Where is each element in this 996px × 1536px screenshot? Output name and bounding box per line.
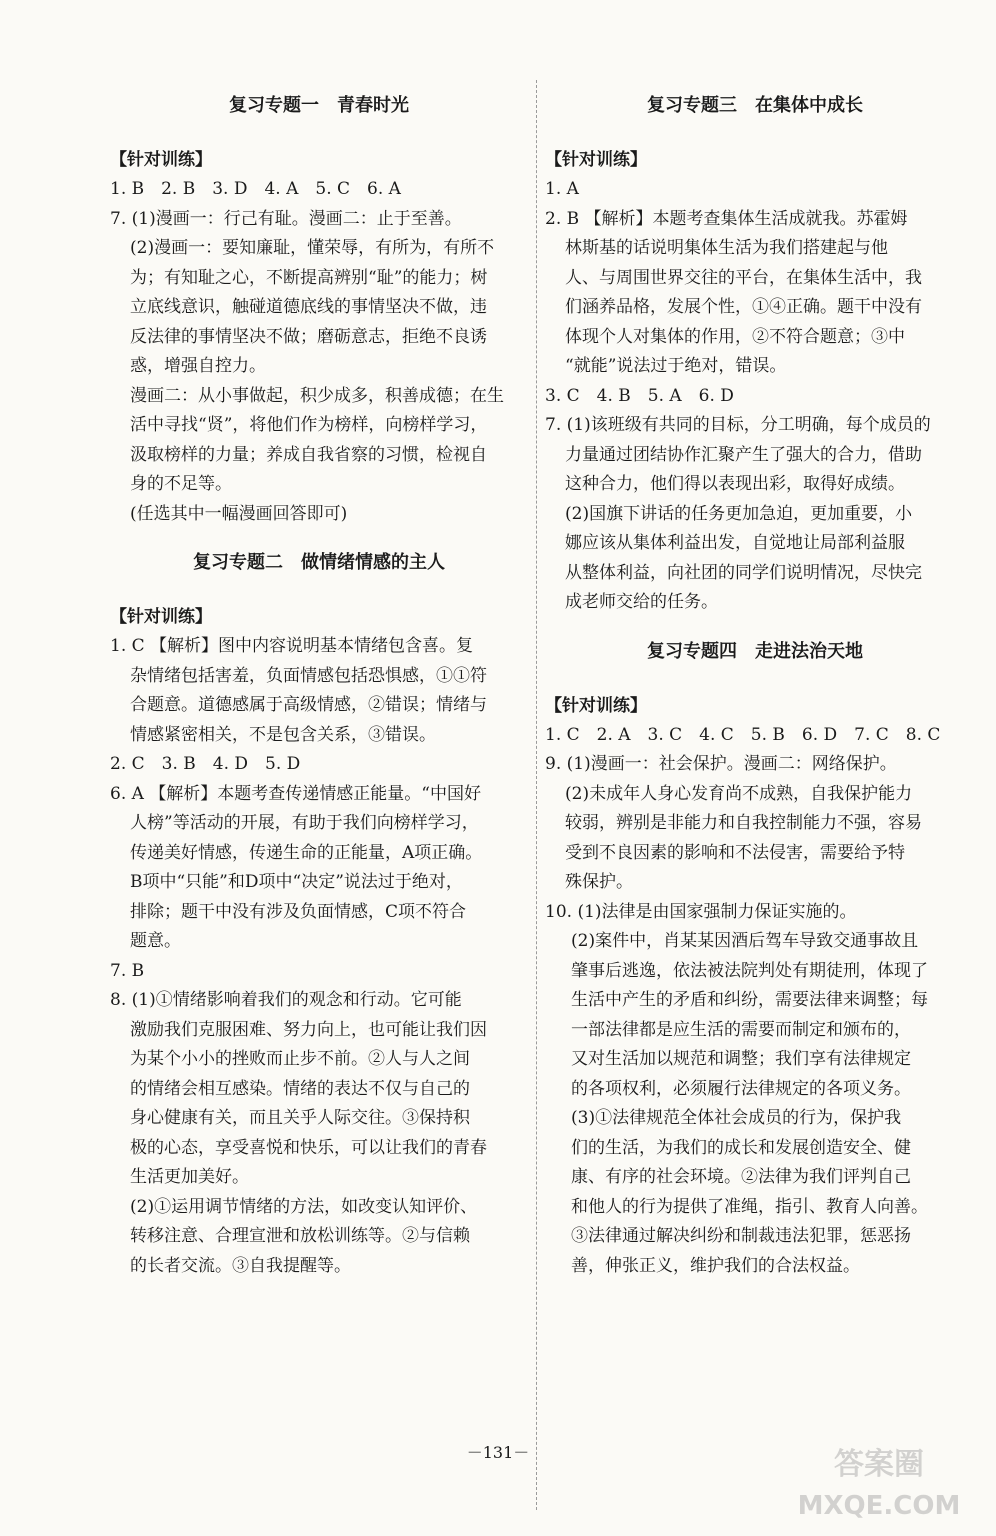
section-title-3: 复习专题三 在集体中成长 (647, 95, 863, 116)
answer-line: (2)案件中，肖某某因酒后驾车导致交通事故且 (571, 931, 919, 951)
answer-line: 身心健康有关，而且关乎人际交往。③保持积 (130, 1108, 470, 1128)
watermark-logo (784, 1436, 974, 1526)
section-title-2: 复习专题二 做情绪情感的主人 (193, 552, 445, 573)
answer-line: 生活更加美好。 (130, 1167, 249, 1187)
watermark-bottom: MXQE.COM (797, 1491, 961, 1521)
answer-line: 的各项权利，必须履行法律规定的各项义务。 (571, 1078, 911, 1099)
answer-line: 排除；题干中没有涉及负面情感，C项不符合 (130, 901, 467, 922)
answer-line: 康、有序的社会环境。②法律为我们评判自己 (571, 1167, 911, 1187)
answer-line: B项中“只能”和D项中“决定”说法过于绝对， (130, 872, 463, 892)
page-number: －131－ (466, 1443, 530, 1462)
section-title-1: 复习专题一 青春时光 (229, 95, 409, 116)
left-column (110, 88, 528, 1281)
answer-line: 又对生活加以规范和调整；我们享有法律规定 (571, 1049, 911, 1069)
answer-line: 7. (1)漫画一：行己有耻。漫画二：止于至善。 (110, 208, 462, 229)
answer-line: 的长者交流。③自我提醒等。 (130, 1255, 351, 1276)
answer-line: 2. B 【解析】本题考查集体生活成就我。苏霍姆 (545, 208, 908, 229)
training-tag: 【针对训练】 (545, 150, 647, 170)
answer-line: ③法律通过解决纠纷和制裁违法犯罪，惩恶扬 (571, 1226, 911, 1246)
answer-line: 7. (1)该班级有共同的目标，分工明确，每个成员的 (545, 415, 931, 435)
answer-line: 体现个人对集体的作用，②不符合题意；③中 (565, 326, 905, 347)
answer-line: 殊保护。 (565, 872, 633, 892)
answer-line: 成老师交给的任务。 (565, 592, 718, 612)
answer-line: 惑，增强自控力。 (130, 356, 266, 376)
answer-line: 人榜”等活动的开展，有助于我们向榜样学习， (130, 813, 479, 833)
answer-line: 3. C 4. B 5. A 6. D (545, 385, 734, 406)
answer-line: 身的不足等。 (130, 474, 232, 494)
answer-line: 反法律的事情坚决不做；磨砺意志，拒绝不良诱 (130, 326, 487, 347)
section-title-4: 复习专题四 走进法治天地 (647, 640, 863, 662)
answer-line: 活中寻找“贤”，将他们作为榜样，向榜样学习， (130, 415, 488, 435)
training-tag: 【针对训练】 (545, 695, 647, 716)
right-column (545, 88, 965, 1281)
answer-line: 转移注意、合理宣泄和放松训练等。②与信赖 (130, 1226, 470, 1246)
answer-line: 极的心态，享受喜悦和快乐，可以让我们的青春 (130, 1137, 487, 1158)
answer-line: 1. B 2. B 3. D 4. A 5. C 6. A (110, 179, 401, 199)
answer-line: 合题意。道德感属于高级情感，②错误；情绪与 (130, 695, 487, 715)
answer-line: 1. C 【解析】图中内容说明基本情绪包含喜。复 (110, 636, 474, 656)
answer-line: (3)①法律规范全体社会成员的行为，保护我 (571, 1108, 902, 1128)
answer-line: 较弱，辨别是非能力和自我控制能力不强，容易 (565, 813, 922, 833)
answer-line: 林斯基的话说明集体生活为我们搭建起与他 (565, 238, 888, 258)
answer-line: 汲取榜样的力量；养成自我省察的习惯，检视自 (130, 444, 487, 465)
answer-line: 们涵养品格，发展个性，①④正确。题干中没有 (565, 297, 922, 317)
column-divider (536, 80, 537, 1510)
answer-line: 受到不良因素的影响和不法侵害，需要给予特 (565, 842, 905, 863)
answer-line: 和他人的行为提供了准绳，指引、教育人向善。 (571, 1196, 928, 1217)
answer-line: 为；有知耻之心，不断提高辨别“耻”的能力；树 (130, 267, 488, 288)
answer-line: (2)未成年人身心发育尚不成熟，自我保护能力 (565, 783, 913, 804)
answer-line: 肇事后逃逸，依法被法院判处有期徒刑，体现了 (571, 960, 928, 981)
training-tag: 【针对训练】 (110, 150, 212, 170)
answer-line: 的情绪会相互感染。情绪的表达不仅与自己的 (130, 1078, 470, 1099)
answer-line: 激励我们克服困难、努力向上，也可能让我们因 (130, 1019, 487, 1040)
answer-line: 漫画二：从小事做起，积少成多，积善成德；在生 (130, 385, 504, 406)
answer-line: 为某个小小的挫败而止步不前。②人与人之间 (130, 1049, 470, 1069)
answer-line: (任选其中一幅漫画回答即可) (130, 503, 348, 524)
answer-line: 生活中产生的矛盾和纠纷，需要法律来调整；每 (571, 990, 928, 1010)
answer-line: 们的生活，为我们的成长和发展创造安全、健 (571, 1137, 911, 1158)
answer-line: 力量通过团结协作汇聚产生了强大的合力，借助 (565, 444, 922, 465)
answer-line: 杂情绪包括害羞，负面情感包括恐惧感，①①符 (130, 665, 487, 686)
answer-line: 善，伸张正义，维护我们的合法权益。 (571, 1255, 860, 1276)
answer-line: 7. B (110, 960, 145, 981)
answer-line: 1. C 2. A 3. C 4. C 5. B 6. D 7. C 8. C (545, 724, 941, 745)
answer-line: 人、与周围世界交往的平台，在集体生活中，我 (565, 267, 922, 288)
answer-line: 情感紧密相关，不是包含关系，③错误。 (130, 724, 436, 745)
answer-line: 一部法律都是应生活的需要而制定和颁布的， (571, 1019, 911, 1040)
answer-line: 9. (1)漫画一：社会保护。漫画二：网络保护。 (545, 754, 897, 774)
answer-line: (2)漫画一：要知廉耻，懂荣辱，有所为，有所不 (130, 238, 495, 258)
answer-line: (2)①运用调节情绪的方法，如改变认知评价、 (130, 1196, 478, 1217)
answer-line: 10. (1)法律是由国家强制力保证实施的。 (545, 901, 857, 922)
answer-line: 题意。 (130, 931, 181, 951)
answer-line: 8. (1)①情绪影响着我们的观念和行动。它可能 (110, 990, 462, 1010)
answer-line: (2)国旗下讲话的任务更加急迫，更加重要，小 (565, 503, 913, 524)
answer-line: 娜应该从集体利益出发，自觉地让局部利益服 (565, 533, 905, 553)
answer-line: 6. A 【解析】本题考查传递情感正能量。“中国好 (110, 783, 481, 804)
answer-line: 2. C 3. B 4. D 5. D (110, 754, 301, 774)
watermark-top: 答案圈 (834, 1447, 924, 1482)
answer-line: 1. A (545, 179, 579, 199)
answer-line: 立底线意识，触碰道德底线的事情坚决不做，违 (130, 297, 487, 317)
answer-line: “就能”说法过于绝对，错误。 (565, 356, 787, 376)
answer-line: 从整体利益，向社团的同学们说明情况，尽快完 (565, 562, 922, 583)
answer-line: 这种合力，他们得以表现出彩，取得好成绩。 (565, 474, 905, 494)
training-tag: 【针对训练】 (110, 607, 212, 627)
answer-line: 传递美好情感，传递生命的正能量，A项正确。 (130, 842, 483, 863)
